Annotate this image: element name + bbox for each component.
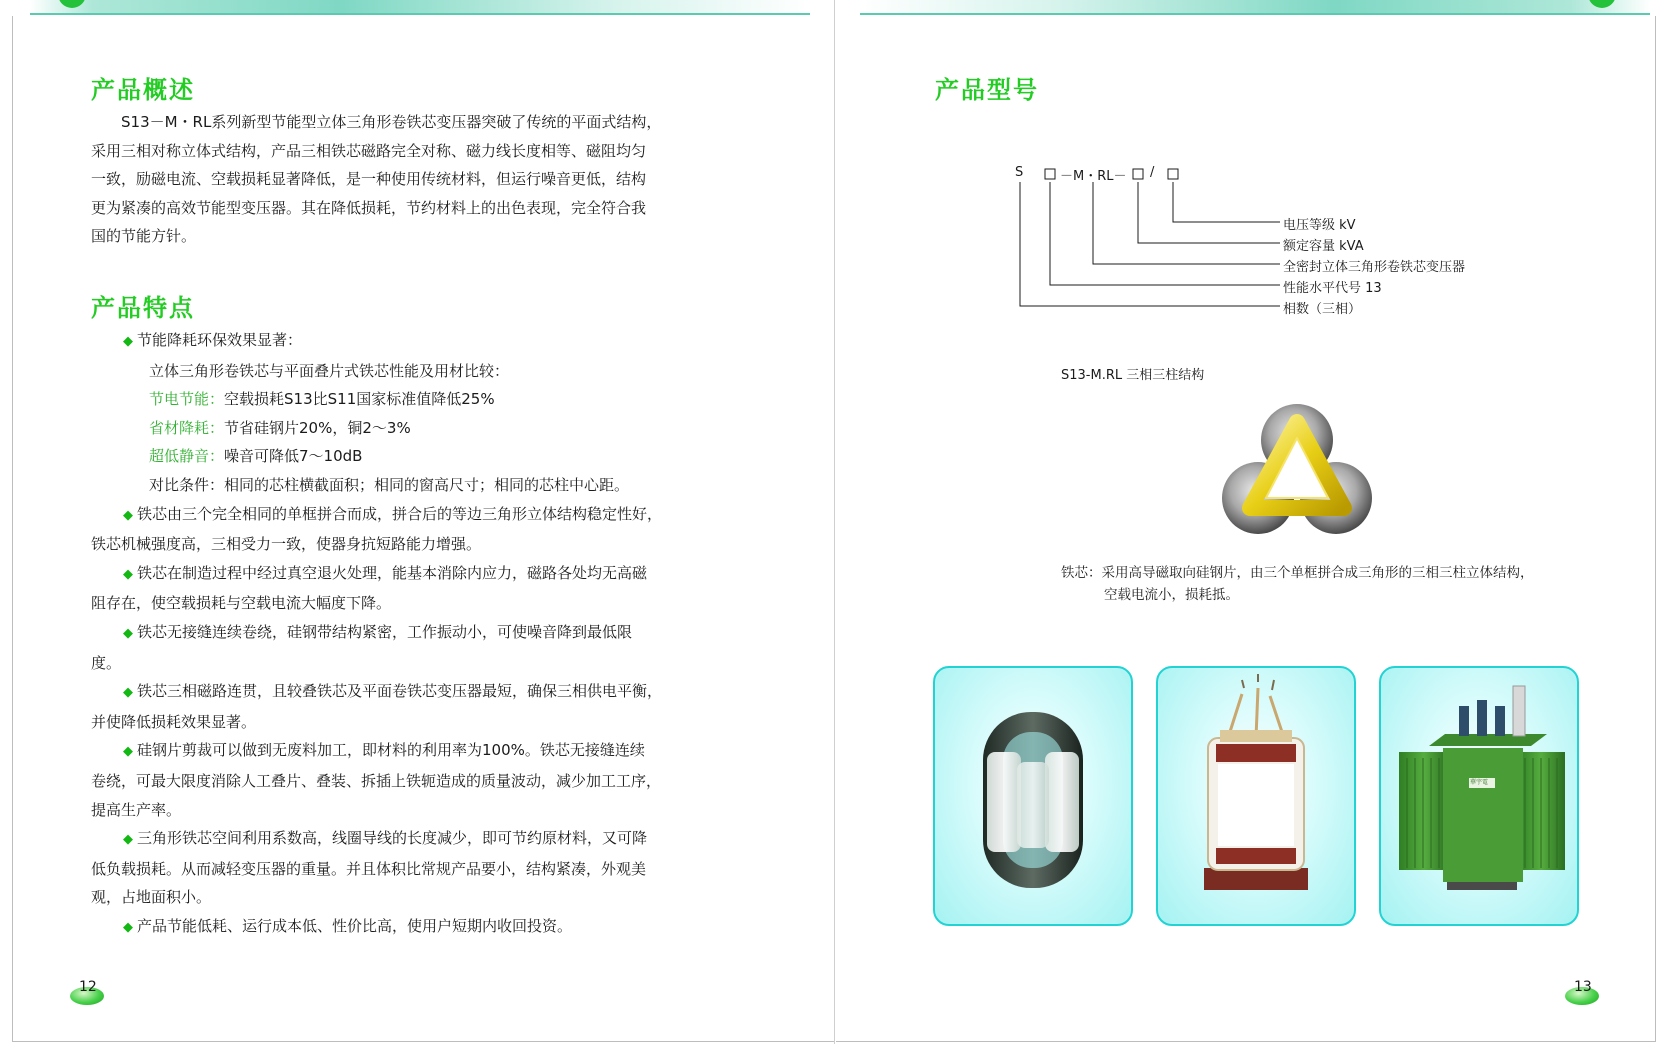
comparison-item: 节电节能：空载损耗S13比S11国家标准值降低25% — [149, 390, 495, 409]
top-decoration-left — [30, 0, 810, 14]
features-title: 产品特点 — [91, 294, 195, 322]
overview-title: 产品概述 — [91, 76, 195, 104]
bullet-diamond-icon: ◆ — [123, 919, 133, 935]
leader-capacity — [1138, 182, 1280, 243]
bullet-diamond-icon: ◆ — [123, 625, 133, 641]
feature-item: ◆ 铁芯由三个完全相同的单框拼合而成，拼合后的等边三角形立体结构稳定性好， — [91, 500, 811, 531]
legend-capacity: 额定容量 kVA — [1283, 239, 1364, 254]
top-rule-right — [860, 13, 1650, 15]
feature-continuation: 铁芯机械强度高，三相受力一致，使器身抗短路能力增强。 — [91, 535, 482, 554]
feature-continuation: 低负载损耗。从而减轻变压器的重量。并且体积比常规产品要小，结构紧凑，外观美 — [91, 859, 647, 878]
comparison-label: 省材降耗： — [149, 418, 225, 437]
bullet-diamond-icon: ◆ — [123, 685, 133, 701]
feature-subheading: 立体三角形卷铁芯与平面叠片式铁芯性能及用材比较： — [149, 361, 510, 380]
overview-line: 更为紧凑的高效节能型变压器。其在降低损耗，节约材料上的出色表现，完全符合我 — [91, 198, 647, 217]
product-nameplate: 華宇電 — [1470, 779, 1489, 786]
bullet-diamond-icon: ◆ — [123, 832, 133, 848]
triangular-core-illustration — [1222, 400, 1372, 540]
feature-item: ◆ 产品节能低耗、运行成本低、性价比高，使用户短期内收回投资。 — [91, 912, 811, 943]
overview-line: 国的节能方针。 — [91, 227, 197, 246]
bullet-diamond-icon: ◆ — [123, 507, 133, 523]
feature-continuation: 提高生产率。 — [91, 800, 182, 819]
legend-phase: 相数（三相） — [1283, 302, 1362, 317]
bullet-diamond-icon: ◆ — [123, 334, 133, 349]
feature-item: ◆ 铁芯在制造过程中经过真空退火处理，能基本消除内应力，磁路各处均无高磁 — [91, 559, 811, 590]
code-slash: / — [1150, 165, 1155, 180]
bullet-diamond-icon: ◆ — [123, 744, 133, 760]
code-box-performance — [1045, 169, 1055, 179]
feature-item: ◆ 硅钢片剪裁可以做到无废料加工，即材料的利用率为100%。铁芯无接缝连续 — [91, 736, 811, 767]
photo-card-transformer — [1379, 666, 1579, 926]
leader-performance — [1050, 182, 1280, 285]
page-number-right: 13 — [1574, 979, 1592, 995]
feature-continuation: 并使降低损耗效果显著。 — [91, 712, 257, 731]
core-caption — [1061, 562, 1621, 606]
comparison-conditions: 对比条件：相同的芯柱横截面积；相同的窗高尺寸；相同的芯柱中心距。 — [149, 475, 630, 494]
model-title: 产品型号 — [935, 76, 1039, 104]
overview-line: 采用三相对称立体式结构，产品三相铁芯磁路完全对称、磁力线长度相等、磁阻均匀 — [91, 141, 647, 160]
feature-item: ◆ 节能降耗环保效果显著： — [91, 326, 811, 357]
book-spine — [834, 0, 835, 1044]
top-rule-left — [30, 13, 810, 15]
feature-item: ◆ 铁芯无接缝连续卷绕，硅钢带结构紧密，工作振动小，可使噪音降到最低限 — [91, 618, 811, 649]
features-list — [91, 326, 811, 942]
feature-item: ◆ 三角形铁芯空间利用系数高，线圈导线的长度减少，即可节约原材料，又可降 — [91, 824, 811, 855]
top-decoration-right — [860, 0, 1650, 14]
photo-card-assembly — [1156, 666, 1356, 926]
finished-transformer-image — [1381, 668, 1577, 924]
comparison-label: 节电节能： — [149, 390, 225, 409]
comparison-item: 超低静音：噪音可降低7～10dB — [149, 447, 363, 466]
overview-paragraph — [91, 108, 791, 251]
core-caption-line: 空载电流小，损耗抵。 — [1104, 587, 1239, 603]
legend-type: 全密封立体三角形卷铁芯变压器 — [1283, 260, 1466, 275]
page-number-left: 12 — [79, 979, 97, 995]
feature-continuation: 观，占地面积小。 — [91, 888, 212, 907]
feature-continuation: 阻存在，使空载损耗与空载电流大幅度下降。 — [91, 594, 392, 613]
structure-caption: S13-M.RL 三相三柱结构 — [1061, 368, 1205, 383]
core-coil-assembly-image — [1158, 668, 1354, 924]
wound-core-image — [935, 668, 1131, 924]
feature-continuation: 卷绕，可最大限度消除人工叠片、叠装、拆插上铁轭造成的质量波动，减少加工工序， — [91, 771, 662, 790]
model-code-diagram — [1000, 160, 1500, 320]
code-box-capacity — [1133, 169, 1143, 179]
legend-voltage: 电压等级 kV — [1283, 218, 1356, 233]
overview-line: S13－M・RL系列新型节能型立体三角形卷铁芯变压器突破了传统的平面式结构， — [121, 113, 662, 131]
leader-voltage — [1173, 182, 1280, 222]
overview-line: 一致，励磁电流、空载损耗显著降低，是一种使用传统材料，但运行噪音更低，结构 — [91, 170, 647, 189]
bullet-diamond-icon: ◆ — [123, 566, 133, 582]
comparison-label: 超低静音： — [149, 447, 225, 466]
leader-phase — [1020, 182, 1280, 306]
core-caption-line: 铁芯：采用高导磁取向硅钢片，由三个单框拼合成三角形的三相三柱立体结构， — [1061, 565, 1534, 581]
code-box-voltage — [1168, 169, 1178, 179]
code-letter-s: S — [1015, 165, 1024, 180]
legend-performance: 性能水平代号 13 — [1283, 281, 1382, 296]
photo-card-core — [933, 666, 1133, 926]
code-segment-mrl: －M・RL－ — [1060, 169, 1127, 184]
leader-type — [1093, 182, 1280, 264]
feature-continuation: 度。 — [91, 653, 122, 672]
feature-item: ◆ 铁芯三相磁路连贯，且较叠铁芯及平面卷铁芯变压器最短，确保三相供电平衡， — [91, 677, 811, 708]
comparison-item: 省材降耗：节省硅钢片20%，铜2～3% — [149, 418, 411, 437]
